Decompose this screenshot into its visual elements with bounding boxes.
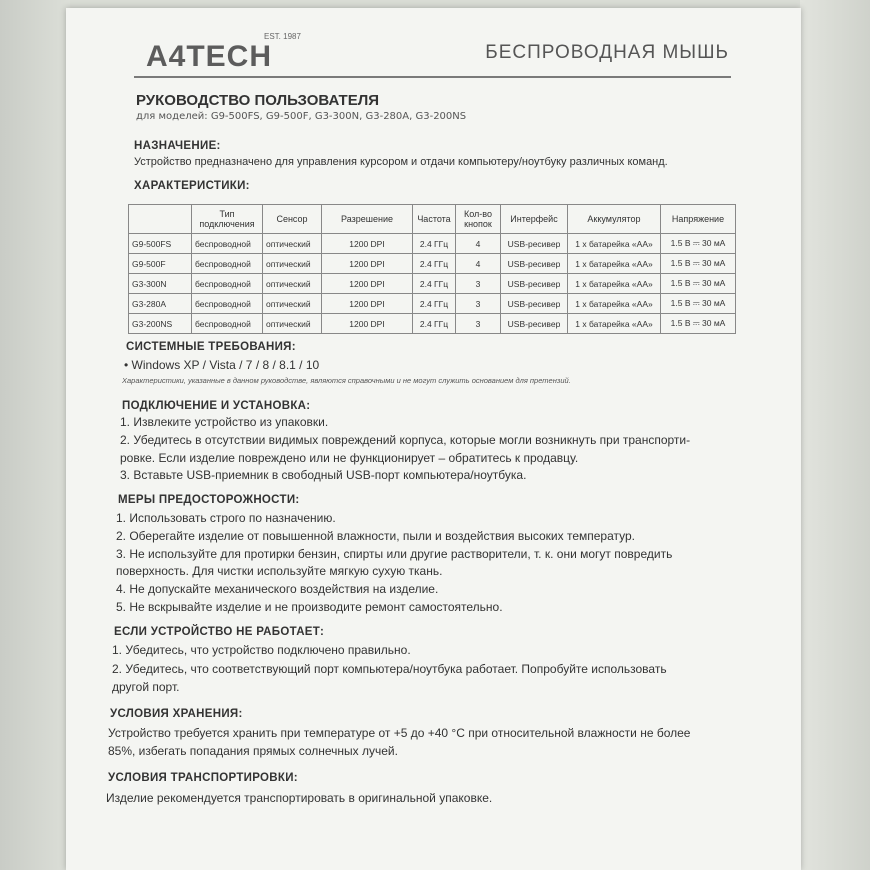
table-row [129,314,736,334]
cell-voltage: 1.5 В ⎓ 30 мА [661,254,736,274]
purpose-text: Устройство предназначено для управления курсором и отдачи компьютеру/ноутбуку различных команд. [134,156,668,168]
precautions-line: 2. Оберегайте изделие от повышенной влажности, пыли и воздействия высоких температур. [116,529,636,543]
cell-frequency: 2.4 ГГц [413,234,456,254]
specs-header-row [129,205,736,234]
table-row [129,274,736,294]
col-voltage: Напряжение [661,205,736,234]
system-item: • Windows XP / Vista / 7 / 8 / 8.1 / 10 [124,358,320,372]
cell-resolution: 1200 DPI [322,274,413,294]
cell-voltage: 1.5 В ⎓ 30 мА [661,314,736,334]
troubleshoot-heading: ЕСЛИ УСТРОЙСТВО НЕ РАБОТАЕТ: [114,626,325,638]
table-row [129,254,736,274]
cell-buttons: 3 [456,294,501,314]
cell-interface: USB-ресивер [501,274,568,294]
precautions-line: 1. Использовать строго по назначению. [116,511,336,525]
connection-line: ровке. Если изделие повреждено или не функционирует – обратитесь к продавцу. [120,451,579,465]
cell-battery: 1 x батарейка «AA» [568,234,661,254]
table-row [129,294,736,314]
background-right [800,0,870,870]
system-heading: СИСТЕМНЫЕ ТРЕБОВАНИЯ: [126,341,296,353]
cell-battery: 1 x батарейка «AA» [568,294,661,314]
purpose-heading: НАЗНАЧЕНИЕ: [134,140,221,152]
models-line: для моделей: G9-500FS, G9-500F, G3-300N, G3-280A, G3-200NS [136,111,467,122]
cell-battery: 1 x батарейка «AA» [568,314,661,334]
cell-frequency: 2.4 ГГц [413,294,456,314]
cell-resolution: 1200 DPI [322,254,413,274]
cell-model: G9-500F [129,254,192,274]
col-frequency: Частота [413,205,456,234]
cell-interface: USB-ресивер [501,294,568,314]
a4tech-logo [146,30,316,80]
header-divider [134,76,731,78]
cell-frequency: 2.4 ГГц [413,274,456,294]
cell-connection: беспроводной [192,234,263,254]
cell-resolution: 1200 DPI [322,234,413,254]
logo-wordmark: A4TECH [146,40,273,73]
precautions-line: поверхность. Для чистки используйте мягкую сухую ткань. [116,564,443,578]
table-row [129,234,736,254]
specs-heading: ХАРАКТЕРИСТИКИ: [134,180,250,192]
transport-heading: УСЛОВИЯ ТРАНСПОРТИРОВКИ: [108,772,298,784]
cell-interface: USB-ресивер [501,234,568,254]
cell-battery: 1 x батарейка «AA» [568,274,661,294]
storage-heading: УСЛОВИЯ ХРАНЕНИЯ: [110,708,243,720]
cell-voltage: 1.5 В ⎓ 30 мА [661,274,736,294]
precautions-heading: МЕРЫ ПРЕДОСТОРОЖНОСТИ: [118,494,300,506]
cell-sensor: оптический [263,274,322,294]
cell-connection: беспроводной [192,254,263,274]
col-connection: Тип подключения [192,205,263,234]
connection-line: 2. Убедитесь в отсутствии видимых повреждений корпуса, которые могли возникнуть при транспорти- [120,433,691,447]
cell-sensor: оптический [263,314,322,334]
cell-model: G3-200NS [129,314,192,334]
troubleshoot-line: 1. Убедитесь, что устройство подключено правильно. [112,643,411,657]
cell-connection: беспроводной [192,294,263,314]
col-interface: Интерфейс [501,205,568,234]
cell-resolution: 1200 DPI [322,314,413,334]
col-buttons: Кол-во кнопок [456,205,501,234]
specs-table [128,204,736,334]
logo-established: EST. 1987 [264,32,301,41]
cell-voltage: 1.5 В ⎓ 30 мА [661,294,736,314]
cell-model: G3-300N [129,274,192,294]
troubleshoot-line: другой порт. [112,680,180,694]
precautions-line: 3. Не используйте для протирки бензин, спирты или другие растворители, т. к. они могут повредить [116,547,673,561]
col-model [129,205,192,234]
document-sheet [66,8,801,870]
cell-voltage: 1.5 В ⎓ 30 мА [661,234,736,254]
connection-line: 3. Вставьте USB-приемник в свободный USB-порт компьютера/ноутбука. [120,468,527,482]
cell-model: G3-280A [129,294,192,314]
col-sensor: Сенсор [263,205,322,234]
cell-connection: беспроводной [192,314,263,334]
connection-heading: ПОДКЛЮЧЕНИЕ И УСТАНОВКА: [122,400,311,412]
disclaimer-note: Характеристики, указанные в данном руководстве, являются справочными и не могут служить основанием для претензий. [122,376,571,385]
cell-frequency: 2.4 ГГц [413,254,456,274]
cell-buttons: 4 [456,254,501,274]
col-battery: Аккумулятор [568,205,661,234]
header-title: БЕСПРОВОДНАЯ МЫШЬ [485,42,729,63]
cell-interface: USB-ресивер [501,254,568,274]
cell-buttons: 3 [456,274,501,294]
precautions-line: 4. Не допускайте механического воздействия на изделие. [116,582,439,596]
cell-frequency: 2.4 ГГц [413,314,456,334]
connection-line: 1. Извлеките устройство из упаковки. [120,415,329,429]
cell-battery: 1 x батарейка «AA» [568,254,661,274]
cell-interface: USB-ресивер [501,314,568,334]
col-resolution: Разрешение [322,205,413,234]
background-left [0,0,70,870]
cell-sensor: оптический [263,254,322,274]
cell-model: G9-500FS [129,234,192,254]
transport-line: Изделие рекомендуется транспортировать в оригинальной упаковке. [106,791,493,805]
document-title: РУКОВОДСТВО ПОЛЬЗОВАТЕЛЯ [136,92,380,109]
cell-buttons: 4 [456,234,501,254]
cell-resolution: 1200 DPI [322,294,413,314]
cell-sensor: оптический [263,234,322,254]
troubleshoot-line: 2. Убедитесь, что соответствующий порт компьютера/ноутбука работает. Попробуйте использовать [112,662,667,676]
storage-line: Устройство требуется хранить при температуре от +5 до +40 °С при относительной влажности не более [108,726,691,740]
storage-line: 85%, избегать попадания прямых солнечных лучей. [108,744,398,758]
cell-sensor: оптический [263,294,322,314]
precautions-line: 5. Не вскрывайте изделие и не производите ремонт самостоятельно. [116,600,503,614]
cell-buttons: 3 [456,314,501,334]
cell-connection: беспроводной [192,274,263,294]
